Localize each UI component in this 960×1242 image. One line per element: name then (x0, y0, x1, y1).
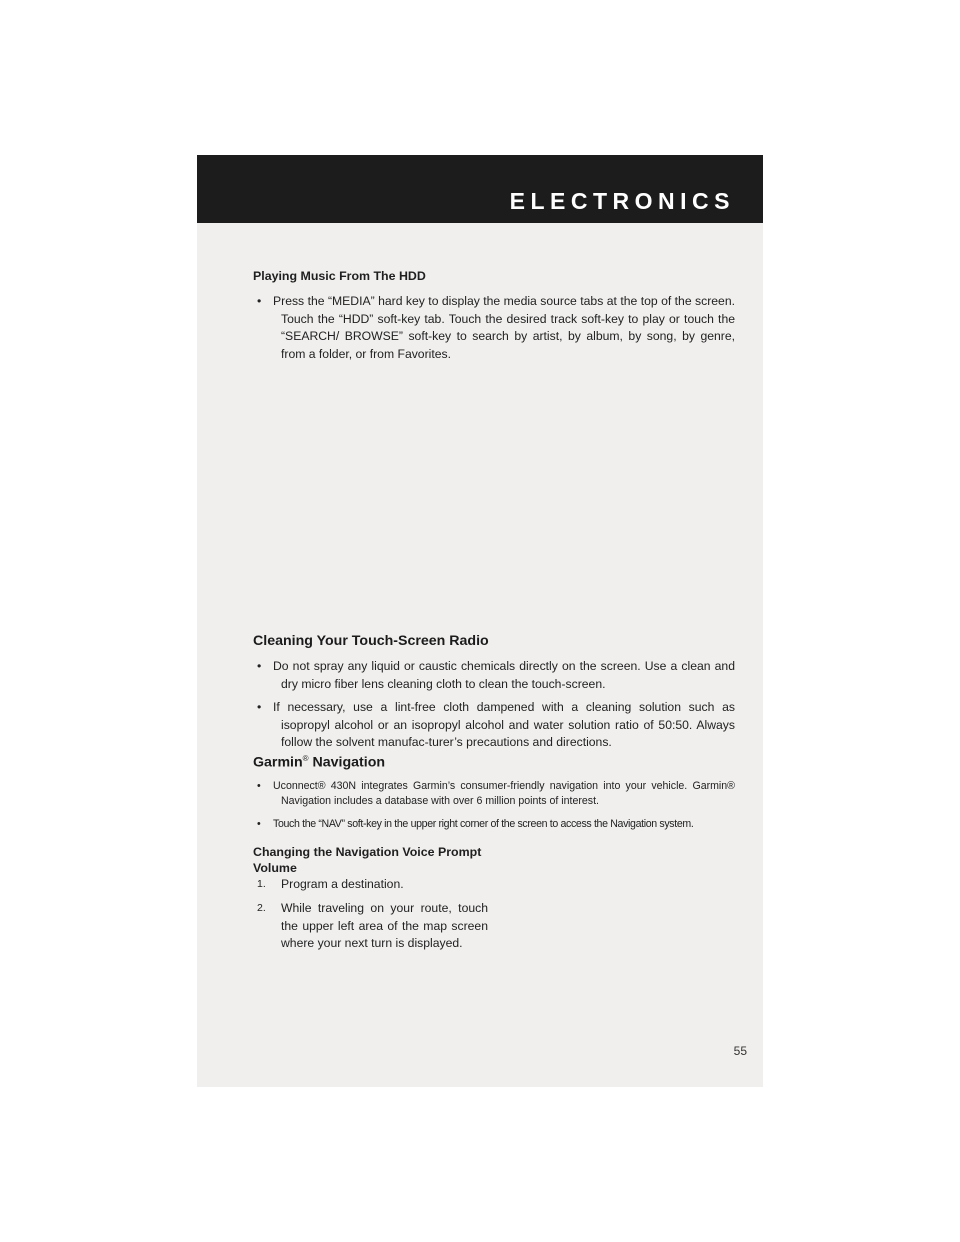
step-item (257, 876, 485, 894)
step-number: 1. (257, 878, 266, 890)
cleaning-bullet (257, 658, 735, 693)
registered-mark: ® (302, 754, 309, 763)
bullet-dot: • (257, 780, 261, 792)
cleaning-bullet (257, 699, 735, 752)
cleaning-bullet-text: Do not spray any liquid or caustic chemicals directly on the screen. Use a clean and dry micro fiber lens cleaning cloth to clean the touch-screen. (273, 659, 735, 691)
garmin-bullet-text: Uconnect® 430N integrates Garmin’s consumer-friendly navigation into your vehicle. Garmin® Navigation includes a database with over 6 million points of interest. (273, 780, 735, 807)
garmin-heading (253, 754, 385, 771)
voice-prompt-heading (253, 844, 481, 876)
manual-page (197, 155, 763, 1087)
step-item (257, 900, 488, 953)
bullet-dot: • (257, 818, 261, 830)
step-text: While traveling on your route, touch the upper left area of the map screen where your next turn is displayed. (281, 901, 488, 950)
voice-prompt-heading-line2: Volume (253, 861, 297, 875)
garmin-bullet (257, 779, 735, 809)
bullet-dot: • (257, 700, 262, 714)
hdd-bullet (257, 293, 735, 363)
garmin-heading-rest: Navigation (308, 754, 386, 771)
garmin-heading-main: Garmin (253, 754, 303, 771)
bullet-dot: • (257, 294, 262, 308)
section-header-bar (197, 155, 763, 223)
garmin-bullet (257, 817, 735, 832)
step-text: Program a destination. (281, 877, 404, 891)
garmin-bullet-text: Touch the “NAV” soft-key in the upper right corner of the screen to access the Navigation system. (273, 818, 694, 830)
step-number: 2. (257, 902, 266, 914)
cleaning-heading: Cleaning Your Touch-Screen Radio (253, 633, 489, 649)
page-number: 55 (733, 1044, 747, 1058)
voice-prompt-heading-line1: Changing the Navigation Voice Prompt (253, 845, 482, 859)
hdd-heading: Playing Music From The HDD (253, 269, 426, 283)
hdd-bullet-text: Press the “MEDIA” hard key to display the media source tabs at the top of the screen. Touch the “HDD” soft-key tab. Touch the desired track soft-key to play or touch the “SEARCH/ BROWSE” soft-key to search by artist, by album, by song, by genre, from a folder, or from Favorites. (273, 294, 735, 361)
bullet-dot: • (257, 659, 262, 673)
cleaning-bullet-text: If necessary, use a lint-free cloth dampened with a cleaning solution such as isopropyl alcohol or an isopropyl alcohol and water solution ratio of 50:50. Always follow the solvent manufac-turer’s precautions and directions. (273, 700, 735, 749)
section-title: ELECTRONICS (509, 188, 735, 214)
